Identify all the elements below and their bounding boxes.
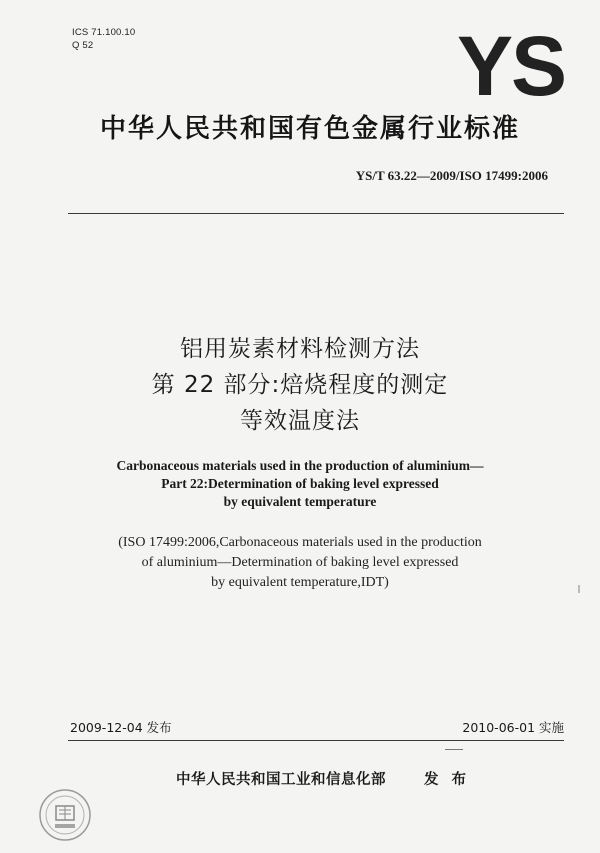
title-en-line-2: Part 22:Determination of baking level expressed	[161, 476, 439, 491]
iso-reference-line-1: (ISO 17499:2006,Carbonaceous materials used in the production	[118, 535, 482, 550]
iso-reference-line-3: by equivalent temperature,IDT)	[211, 575, 389, 590]
edge-mark	[578, 585, 580, 593]
title-cn-line-2: 第 22 部分:焙烧程度的测定	[151, 372, 449, 398]
ys-logo: YS	[456, 30, 565, 102]
seal-stamp-icon	[38, 788, 92, 842]
title-en-line-1: Carbonaceous materials used in the production of aluminium—	[116, 458, 484, 473]
title-en-line-3: by equivalent temperature	[223, 494, 377, 509]
implementation-date: 2010-06-01 实施	[462, 720, 564, 735]
issue-date: 2009-12-04 发布	[70, 720, 172, 735]
standard-type-heading: 中华人民共和国有色金属行业标准	[99, 114, 520, 144]
ccs-code: Q 52	[72, 40, 94, 51]
classification-codes	[72, 26, 135, 52]
title-cn-line-1: 铝用炭素材料检测方法	[180, 336, 420, 362]
ics-code: ICS 71.100.10	[72, 27, 136, 38]
small-rule-mark	[445, 749, 463, 750]
bottom-divider	[68, 740, 564, 741]
title-cn-line-3: 等效温度法	[240, 408, 360, 434]
iso-reference-line-2: of aluminium—Determination of baking level expressed	[141, 555, 459, 570]
standard-number: YS/T 63.22—2009/ISO 17499:2006	[355, 168, 548, 183]
publish-label: 发 布	[424, 772, 471, 788]
issuing-authority: 中华人民共和国工业和信息化部	[176, 772, 386, 788]
top-divider	[68, 213, 564, 214]
